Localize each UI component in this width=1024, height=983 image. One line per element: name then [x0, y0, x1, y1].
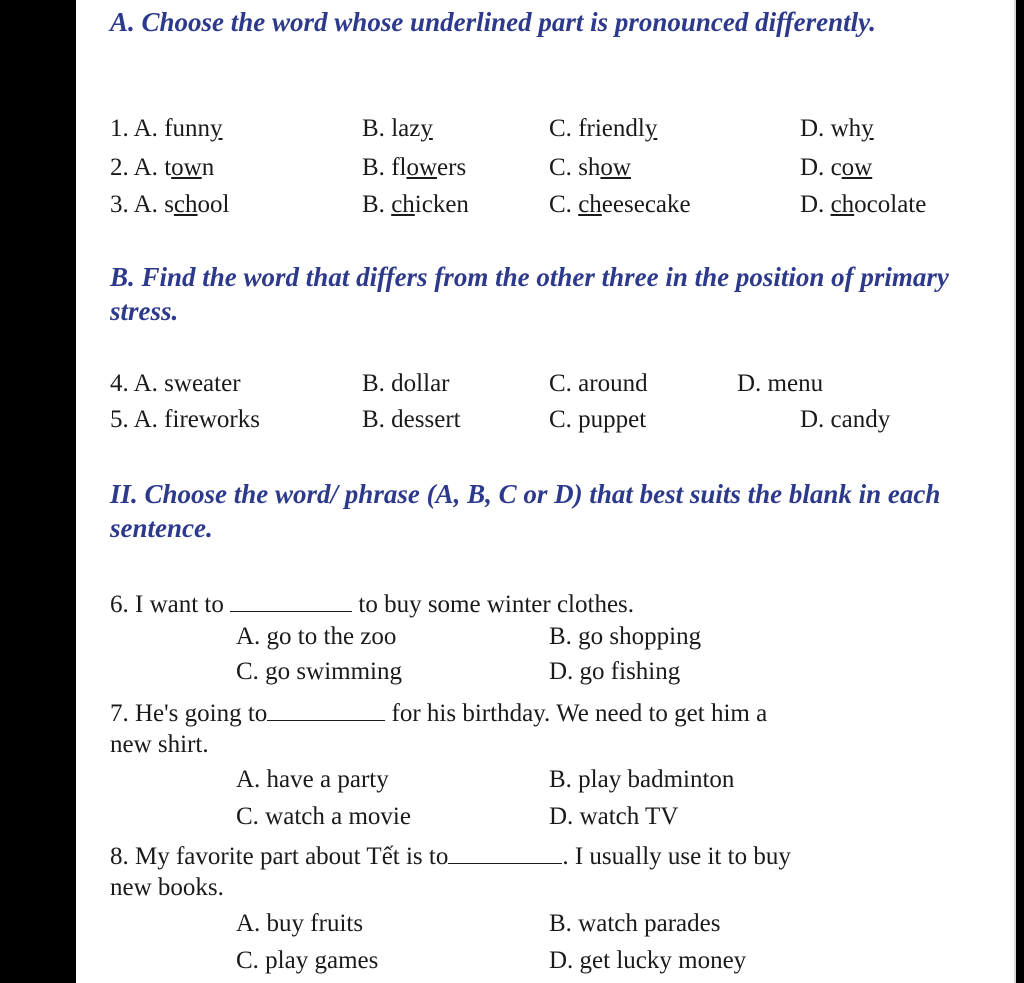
q3-b-post: icken [414, 191, 469, 218]
q6-option-a: A. go to the zoo [236, 623, 397, 650]
q1-option-b [362, 114, 433, 144]
q3-c-letter: C. [549, 191, 572, 218]
q1-c-pre: friendl [578, 115, 645, 142]
q2-option-a [110, 153, 214, 183]
q6-option-b: B. go shopping [549, 623, 702, 650]
q8-option-d: D. get lucky money [549, 947, 747, 974]
q6-num: 6. [110, 591, 129, 618]
q1-c-letter: C. [549, 115, 572, 142]
q2-option-c [549, 153, 631, 183]
q7-before: He's going to [135, 700, 268, 727]
q8-blank[interactable] [448, 839, 562, 864]
q8-option-b: B. watch parades [549, 910, 721, 937]
q7-option-a: A. have a party [236, 766, 389, 793]
q3-option-c [549, 190, 691, 220]
q3-a-pre: s [164, 191, 174, 218]
q3-b-underline: ch [391, 191, 415, 218]
q6-option-c: C. go swimming [236, 658, 402, 685]
q1-c-underline: y [644, 115, 658, 142]
q6-stem [110, 587, 634, 620]
q3-b-letter: B. [362, 191, 385, 218]
q8-stem [110, 839, 791, 872]
q2-d-letter: D. [800, 154, 825, 181]
q2-d-pre: c [830, 154, 842, 181]
q4-num: 4. [110, 370, 129, 397]
q2-c-pre: sh [578, 154, 601, 181]
q7-after: for his birthday. We need to get him a [391, 700, 768, 727]
q2-a-underline: ow [171, 154, 202, 181]
q1-option-a [110, 114, 223, 144]
q5-option-c: C. puppet [549, 406, 647, 433]
q2-d-underline: ow [841, 154, 873, 181]
q5-option-a [110, 405, 260, 435]
q3-c-post: eesecake [601, 191, 691, 218]
q2-num: 2. [110, 154, 129, 181]
section-ii-heading: II. Choose the word/ phrase (A, B, C or D) that best suits the blank in each sentence. [110, 479, 941, 543]
q1-d-underline: y [861, 115, 874, 142]
q3-a-post: ool [197, 191, 230, 218]
q2-a-pre: t [164, 154, 172, 181]
q2-option-d [800, 153, 872, 183]
q5-num: 5. [110, 406, 129, 433]
q5-option-b: B. dessert [362, 406, 461, 433]
q4-a-text: A. sweater [133, 370, 241, 397]
q3-option-d [800, 190, 926, 220]
q6-option-d: D. go fishing [549, 658, 681, 685]
q1-a-pre: funn [164, 115, 211, 142]
q3-d-letter: D. [800, 191, 825, 218]
q7-option-c: C. watch a movie [236, 803, 411, 830]
section-a-heading: A. Choose the word whose underlined part is pronounced differently. [110, 7, 876, 37]
q7-num: 7. [110, 700, 129, 727]
q4-option-c: C. around [549, 370, 648, 397]
q1-b-letter: B. [362, 115, 385, 142]
q1-num: 1. [110, 115, 129, 142]
q3-num: 3. [110, 191, 129, 218]
q2-b-pre: fl [391, 154, 407, 181]
q3-option-a [110, 190, 229, 220]
q8-before: My favorite part about Tết is to [135, 843, 449, 870]
q7-stem-line2: new shirt. [110, 731, 209, 758]
q3-option-b [362, 190, 469, 220]
q2-a-letter: A. [133, 154, 158, 181]
q7-option-d: D. watch TV [549, 803, 679, 830]
q2-c-underline: ow [600, 154, 631, 181]
q2-a-post: n [201, 154, 215, 181]
q7-stem [110, 696, 767, 729]
q1-option-d [800, 114, 874, 144]
q1-a-underline: y [210, 115, 223, 142]
q7-blank[interactable] [267, 696, 385, 721]
q2-b-letter: B. [362, 154, 385, 181]
q4-option-a [110, 369, 241, 399]
q1-b-underline: y [420, 115, 433, 142]
q7-option-b: B. play badminton [549, 766, 735, 793]
q5-option-d: D. candy [800, 406, 891, 433]
q8-after: . I usually use it to buy [562, 843, 791, 870]
q4-option-d: D. menu [737, 370, 824, 397]
q2-c-letter: C. [549, 154, 572, 181]
q2-b-underline: ow [406, 154, 438, 181]
q2-option-b [362, 153, 466, 183]
q2-b-post: ers [437, 154, 467, 181]
q8-num: 8. [110, 843, 129, 870]
q5-a-text: A. fireworks [133, 406, 260, 433]
q1-d-letter: D. [800, 115, 825, 142]
q4-option-b: B. dollar [362, 370, 450, 397]
q6-before: I want to [135, 591, 224, 618]
q3-d-post: ocolate [854, 191, 927, 218]
q1-a-letter: A. [133, 115, 158, 142]
q1-b-pre: laz [391, 115, 421, 142]
section-b-heading: B. Find the word that differs from the other three in the position of primary stress. [110, 262, 949, 326]
q1-d-pre: wh [830, 115, 862, 142]
q3-a-letter: A. [133, 191, 158, 218]
q6-after: to buy some winter clothes. [358, 591, 635, 618]
q8-stem-line2: new books. [110, 874, 224, 901]
q6-blank[interactable] [230, 587, 352, 612]
q3-a-underline: ch [173, 191, 198, 218]
q1-option-c [549, 114, 657, 144]
q8-option-c: C. play games [236, 947, 379, 974]
q8-option-a: A. buy fruits [236, 910, 364, 937]
q3-c-underline: ch [578, 191, 602, 218]
q3-d-underline: ch [830, 191, 855, 218]
